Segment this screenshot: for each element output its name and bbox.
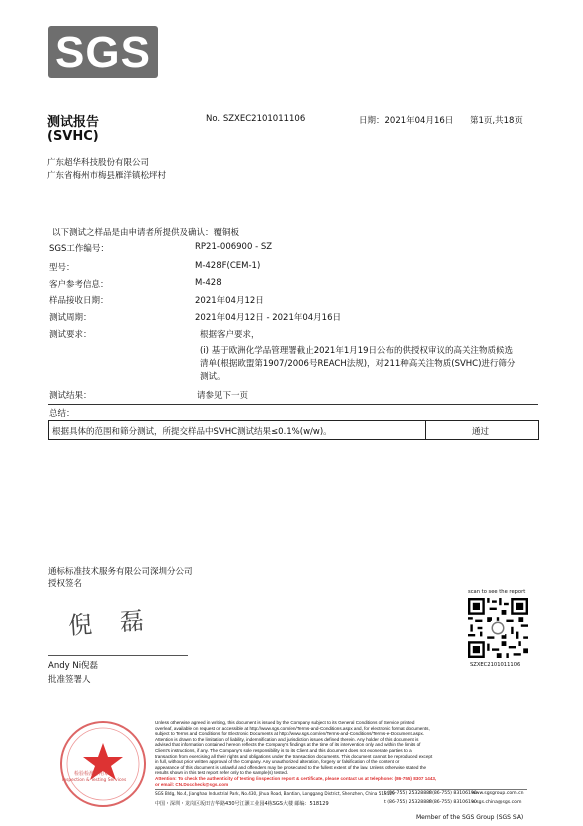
requirement-line: (i) 基于欧洲化学品管理署截止2021年1月19日公布的供授权审议的高关注物质候选 [200, 346, 514, 356]
summary-verdict: 通过 [472, 427, 490, 437]
summary-text: 根据具体的范围和筛分测试，所提交样品中SVHC测试结果≤0.1%(w/w)。 [52, 427, 332, 437]
fax: f (86-755) 83106190 [429, 800, 477, 805]
website-link[interactable]: www.sgsgroup.com.cn [472, 791, 524, 796]
field-value: 2021年04月12日 - 2021年04月16日 [195, 313, 341, 323]
page-number: 第1页,共18页 [470, 116, 523, 126]
qr-caption: scan to see the report [468, 589, 526, 595]
stamp-subcaption: Inspection & Testing Services [62, 778, 127, 783]
field-label: 样品接收日期： [49, 296, 109, 306]
signature-line [48, 655, 188, 656]
field-value: RP21-006900 - SZ [195, 242, 273, 252]
field-label: 测试周期： [49, 313, 92, 323]
requirement-line: 清单(根据欧盟第1907/2006号REACH法规)，对211种高关注物质(SVHC)进行筛分 [200, 359, 516, 369]
member-note: Member of the SGS Group (SGS SA) [416, 814, 524, 821]
email-link[interactable]: e sgs.china@sgs.com [472, 800, 522, 805]
report-subtitle: (SVHC) [47, 129, 99, 144]
fax: f (86-755) 83106190 [429, 791, 477, 796]
result-label: 测试结果： [49, 391, 92, 401]
authorized-signature-label: 授权签名 [48, 579, 83, 589]
summary-label: 总结： [49, 409, 75, 419]
address-en: SGS Bldg, No.4, Jianghao Industrial Park, No.430, Jihua Road, Bantian, Longgang District, Shenzhen, China 518129 [155, 791, 395, 796]
field-label: 型号： [49, 263, 75, 273]
qr-code-icon[interactable] [468, 597, 528, 659]
red-seal-icon [58, 719, 148, 809]
client-address: 广东省梅州市梅县雁洋镇松坪村 [47, 171, 167, 181]
report-title: 测试报告 [47, 115, 100, 130]
signer-role: 批准签署人 [48, 675, 91, 685]
disclaimer: Unless otherwise agreed in writing, this document is issued by the Company subject to its General Conditions of Service printed overleaf, available on request or accessible at http://www.sgs.com/en/Terms-and-Conditions.aspx and, for electronic format documents, subject to Terms and Conditions for Electronic Documents at http://www.sgs.com/en/Terms-and-Conditions/Terms-e-Document.aspx. Attention is drawn to the limitation of liability, indemnification and jurisdiction issues defined therein. Any holder of this document is advised that information contained hereon reflects the Company's findings at the time of its intervention only and within the limits of Client's instructions, if any. The Company's sole responsibility is to its Client and this document does not exonerate parties to a transaction from exercising all their rights and obligations under the transaction documents. This document cannot be reproduced except in full, without prior written approval of the Company. Any unauthorized alteration, forgery or falsification of the content or appearance of this document is unlawful and offenders may be prosecuted to the fullest extent of the law. Unless otherwise stated the results shown in this test report refer only to the sample(s) tested. Attention: To check the authenticity of testing /inspection report & certificate, please contact us at telephone: (86-755) 8307 1443, or email: CN.Doccheck@sgs.com [155, 720, 437, 787]
telephone: t (86-755) 25328888 [384, 800, 432, 805]
divider [48, 404, 538, 405]
field-label: SGS工作编号： [49, 244, 109, 254]
footer-rule [155, 789, 527, 790]
qr-report-number: SZXEC2101011106 [470, 662, 521, 668]
sample-intro: 以下测试之样品是由申请者所提供及确认：覆铜板 [52, 228, 240, 238]
client-name: 广东超华科技股份有限公司 [47, 158, 150, 168]
handwritten-signature: 倪 磊 [67, 606, 155, 640]
signing-company: 通标标准技术服务有限公司深圳分公司 [48, 567, 193, 577]
report-number: No. SZXEC2101011106 [206, 114, 306, 124]
summary-divider [425, 420, 426, 439]
field-value: M-428 [195, 278, 222, 288]
field-label: 客户参考信息： [49, 280, 109, 290]
address-cn: 中国・深圳・龙岗区坂田吉华路430号江灏工业园4栋SGS大楼 邮编：518129 [155, 801, 329, 807]
field-value: 2021年04月12日 [195, 296, 264, 306]
requirement-line: 根据客户要求， [200, 330, 260, 340]
requirement-label: 测试要求： [49, 330, 92, 340]
sgs-logo [48, 26, 158, 78]
telephone: t (86-755) 25328888 [384, 791, 432, 796]
logo-text: SGS [55, 28, 151, 77]
stamp-caption: 检验检测专用章 [74, 771, 110, 777]
report-date: 日期：2021年04月16日 [359, 116, 454, 126]
requirement-line: 测试。 [200, 372, 226, 382]
result-value: 请参见下一页 [197, 391, 249, 401]
field-value: M-428F(CEM-1) [195, 261, 261, 271]
signer-name: Andy Ni倪磊 [48, 661, 99, 671]
